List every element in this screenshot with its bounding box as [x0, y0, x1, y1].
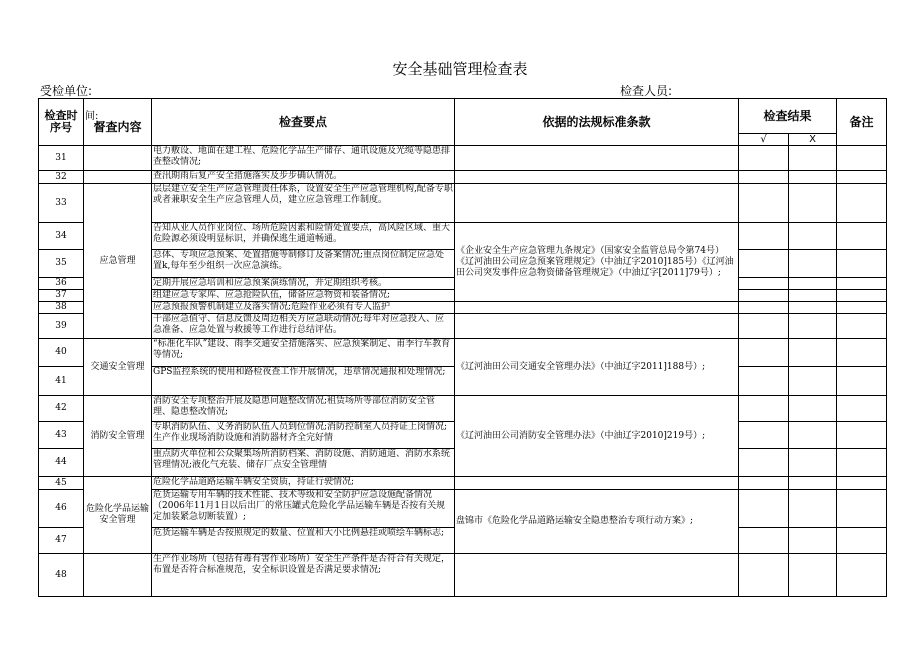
fail-cell[interactable] [789, 314, 837, 339]
table-row [39, 339, 887, 367]
check-point: 层层建立安全生产应急管理责任体系，设置安全生产应急管理机构,配备专职或者兼职安全生产应急管理人员，建立应急管理工作制度。 [152, 184, 455, 223]
basis-emergency: 《企业安全生产应急管理九条规定》（国家安全监管总局令第74号）《辽河油田公司应急预案管理规定》（中油辽字2010]185号）《辽河油田公司突发事件应急物资储备管理规定》（中油辽字[2011]79号）; [455, 223, 739, 302]
row-number: 39 [39, 314, 84, 339]
basis-traffic: 《辽河油田公司交通安全管理办法》（中油辽字2011]188号）; [455, 339, 739, 396]
fail-cell[interactable] [789, 490, 837, 528]
check-point: 应急预报预警机制建立及落实情况;危险作业必须有专人监护 [152, 302, 455, 314]
basis-cell [455, 171, 739, 184]
remark-cell[interactable] [837, 223, 887, 250]
fail-cell[interactable] [789, 250, 837, 278]
fail-cell[interactable] [789, 302, 837, 314]
table-row [39, 490, 887, 528]
category-emergency: 应急管理 [84, 184, 152, 339]
remark-cell[interactable] [837, 490, 887, 528]
remark-cell[interactable] [837, 396, 887, 422]
category-cell [84, 146, 152, 171]
check-point: 定期开展应急培训和应急预案演练情况，并定期组织考核。 [152, 278, 455, 290]
pass-cell[interactable] [739, 250, 789, 278]
row-number: 34 [39, 223, 84, 250]
basis-cell [455, 314, 739, 339]
check-point: 告知从业人员作业岗位、场所危险因素和险情处置要点，高风险区域、重大危险源必须设明显标识，并确保逃生通道畅通。 [152, 223, 455, 250]
remark-cell[interactable] [837, 290, 887, 302]
check-point: 危货运输专用车辆的技术性能、技术等级和安全防护应急设施配备情况（2006年11月1日以后出厂的常压罐式危险化学品运输车辆是否按有关规定加装紧急切断装置）; [152, 490, 455, 528]
result-header: 检查结果 [739, 99, 837, 134]
basis-header: 依据的法规标准条款 [455, 99, 739, 146]
pass-cell[interactable] [739, 490, 789, 528]
row-number: 43 [39, 422, 84, 449]
category-cell [84, 171, 152, 184]
inspector-label: 检查人员: [620, 84, 673, 98]
fail-cell[interactable] [789, 422, 837, 449]
row-number: 32 [39, 171, 84, 184]
check-point: 组建应急专家库、应急抢险队伍，储备应急物资和装备情况; [152, 290, 455, 302]
fail-cell[interactable] [789, 367, 837, 396]
pass-cell[interactable] [739, 314, 789, 339]
fail-cell[interactable] [789, 171, 837, 184]
row-number: 35 [39, 250, 84, 278]
table-row [39, 554, 887, 597]
check-point: 生产作业场所（包括有毒有害作业场所）安全生产条件是否符合有关规定，布置是否符合标准规范，安全标识设置是否满足要求情况; [152, 554, 455, 597]
remark-cell[interactable] [837, 528, 887, 554]
pass-cell[interactable] [739, 290, 789, 302]
category-traffic: 交通安全管理 [84, 339, 152, 396]
check-point: 专职消防队伍、义务消防队伍人员到位情况;消防控制室人员持证上岗情况;生产作业现场消防设施和消防器材齐全完好情 [152, 422, 455, 449]
remark-header: 备注 [837, 99, 887, 146]
fail-header: X [789, 134, 837, 146]
check-point: 查汛期雨后复产安全措施落实及步步确认情况。 [152, 171, 455, 184]
basis-cell [455, 184, 739, 223]
check-point: 重点防火单位和公众聚集场所消防档案、消防设施、消防通道、消防水系统管理情况;液化气充装、储存厂点安全管理情 [152, 449, 455, 477]
table-row [39, 302, 887, 314]
remark-cell[interactable] [837, 146, 887, 171]
pass-cell[interactable] [739, 477, 789, 490]
points-header: 检查要点 [152, 99, 455, 146]
inspection-table [38, 98, 887, 597]
row-number: 48 [39, 554, 84, 597]
remark-cell[interactable] [837, 422, 887, 449]
remark-cell[interactable] [837, 302, 887, 314]
table-row [39, 171, 887, 184]
fail-cell[interactable] [789, 290, 837, 302]
inspected-unit-label: 受检单位: [40, 84, 93, 98]
check-point: 干部应急值守、信息反馈及周边相关方应急联动情况;每年对应急投入、应急准备、应急处置与救援等工作进行总结评估。 [152, 314, 455, 339]
basis-hazchem: 盘锦市《危险化学品道路运输安全隐患整治专项行动方案》; [455, 490, 739, 554]
pass-header: √ [739, 134, 789, 146]
remark-cell[interactable] [837, 554, 887, 597]
row-number: 33 [39, 184, 84, 223]
remark-cell[interactable] [837, 339, 887, 367]
fail-cell[interactable] [789, 146, 837, 171]
fail-cell[interactable] [789, 528, 837, 554]
pass-cell[interactable] [739, 171, 789, 184]
pass-cell[interactable] [739, 339, 789, 367]
remark-cell[interactable] [837, 367, 887, 396]
remark-cell[interactable] [837, 250, 887, 278]
check-point: 危险化学品道路运输车辆安全资质，持证行驶情况; [152, 477, 455, 490]
fail-cell[interactable] [789, 554, 837, 597]
table-row [39, 146, 887, 171]
row-number: 46 [39, 490, 84, 528]
row-number: 31 [39, 146, 84, 171]
fail-cell[interactable] [789, 223, 837, 250]
row-number: 45 [39, 477, 84, 490]
pass-cell[interactable] [739, 302, 789, 314]
row-number: 47 [39, 528, 84, 554]
pass-cell[interactable] [739, 422, 789, 449]
table-row [39, 314, 887, 339]
pass-cell[interactable] [739, 396, 789, 422]
row-number: 40 [39, 339, 84, 367]
pass-cell[interactable] [739, 528, 789, 554]
basis-cell [455, 302, 739, 314]
basis-cell [455, 477, 739, 490]
remark-cell[interactable] [837, 278, 887, 290]
pass-cell[interactable] [739, 449, 789, 477]
pass-cell[interactable] [739, 184, 789, 223]
remark-cell[interactable] [837, 314, 887, 339]
category-cell [84, 554, 152, 597]
check-point: 危货运输车辆是否按照规定的数量、位置和大小比例悬挂或喷绘车辆标志; [152, 528, 455, 554]
remark-cell[interactable] [837, 171, 887, 184]
fail-cell[interactable] [789, 278, 837, 290]
category-hazchem: 危险化学品运输安全管理 [84, 477, 152, 554]
row-number: 38 [39, 302, 84, 314]
table-row [39, 477, 887, 490]
check-point: 电力敷设、地面在建工程、危险化学品生产储存、通讯设施及光缆等隐患排查整改情况; [152, 146, 455, 171]
fail-cell[interactable] [789, 449, 837, 477]
pass-cell[interactable] [739, 367, 789, 396]
row-number: 36 [39, 278, 84, 290]
row-number: 44 [39, 449, 84, 477]
seq-header: 检查时序号 [39, 99, 84, 146]
basis-fire: 《辽河油田公司消防安全管理办法》（中油辽字2010]219号）; [455, 396, 739, 477]
table-row [39, 184, 887, 223]
check-point: 总体、专项应急预案、处置措施等制修订及备案情况;重点岗位制定应急处置k,每年至少组织一次应急演练。 [152, 250, 455, 278]
table-row [39, 223, 887, 250]
table-row [39, 396, 887, 422]
basis-cell [455, 146, 739, 171]
pass-cell[interactable] [739, 223, 789, 250]
page-title: 安全基础管理检查表 [392, 60, 528, 78]
row-number: 37 [39, 290, 84, 302]
check-point: GPS监控系统的使用和路检夜查工作开展情况，违章情况通报和处理情况; [152, 367, 455, 396]
fail-cell[interactable] [789, 339, 837, 367]
remark-cell[interactable] [837, 449, 887, 477]
remark-cell[interactable] [837, 477, 887, 490]
row-number: 42 [39, 396, 84, 422]
content-header: 间: 督查内容 [84, 99, 152, 146]
pass-cell[interactable] [739, 146, 789, 171]
remark-cell[interactable] [837, 184, 887, 223]
fail-cell[interactable] [789, 184, 837, 223]
basis-cell [455, 554, 739, 597]
check-point: “标准化车队”建设、雨季交通安全措施落实、应急预案制定、甫季行车教育等情况; [152, 339, 455, 367]
pass-cell[interactable] [739, 278, 789, 290]
pass-cell[interactable] [739, 554, 789, 597]
row-number: 41 [39, 367, 84, 396]
category-fire: 消防安全管理 [84, 396, 152, 477]
fail-cell[interactable] [789, 477, 837, 490]
check-point: 消防安全专项整治开展及隐患问题整改情况;租赁场所等部位消防安全管理、隐患整改情况; [152, 396, 455, 422]
fail-cell[interactable] [789, 396, 837, 422]
